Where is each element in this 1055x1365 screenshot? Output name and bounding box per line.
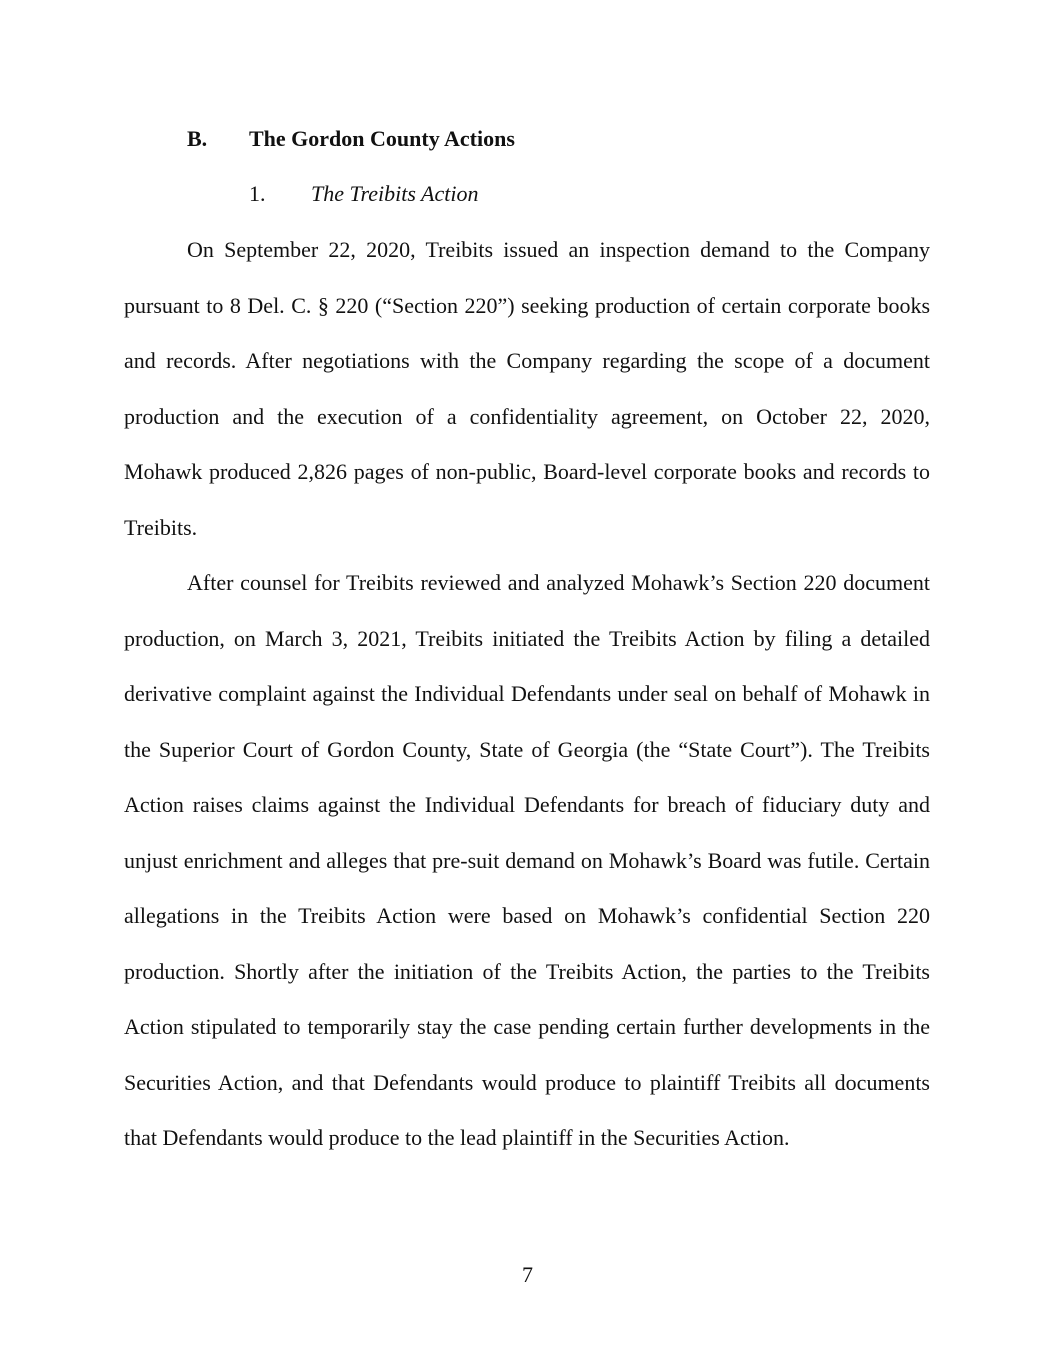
body-paragraph-1: On September 22, 2020, Treibits issued an inspection demand to the Company pursuant to 8 Del. C. § 220 (“Section 220”) seeking production of certain corporate books and records. After negotiations with the Company regarding the scope of a document production and the execution of a confidentiality agreement, on October 22, 2020, Mohawk produced 2,826 pages of non-public, Board-level corporate books and records to Treibits. <box>124 237 930 540</box>
body-paragraph-2: After counsel for Treibits reviewed and analyzed Mohawk’s Section 220 document production, on March 3, 2021, Treibits initiated the Treibits Action by filing a detailed derivative complaint against the Individual Defendants under seal on behalf of Mohawk in the Superior Court of Gordon County, State of Georgia (the “State Court”). The Treibits Action raises claims against the Individual Defendants for breach of fiduciary duty and unjust enrichment and alleges that pre-suit demand on Mohawk’s Board was futile. Certain allegations in the Treibits Action were based on Mohawk’s confidential Section 220 production. Shortly after the initiation of the Treibits Action, the parties to the Treibits Action stipulated to temporarily stay the case pending certain further developments in the Securities Action, and that Defendants would produce to plaintiff Treibits all documents that Defendants would produce to the lead plaintiff in the Securities Action. <box>124 570 930 1150</box>
subsection-title: The Treibits Action <box>311 181 479 206</box>
page-number: 7 <box>522 1262 533 1287</box>
section-title: The Gordon County Actions <box>249 126 515 151</box>
section-letter: B. <box>187 126 208 151</box>
subsection-number: 1. <box>249 181 266 206</box>
section-heading <box>187 124 515 154</box>
subsection-heading <box>249 179 478 209</box>
